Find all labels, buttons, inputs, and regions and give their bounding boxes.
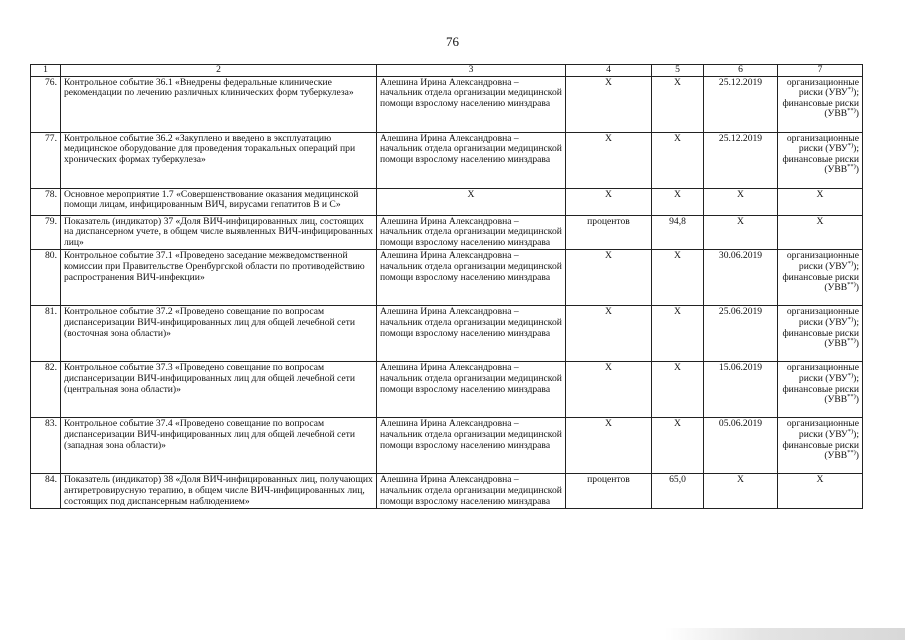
row-number: 79. xyxy=(31,215,61,250)
unit-cell: процентов xyxy=(566,474,652,509)
risk-text: ); финансовые риски (УВВ xyxy=(782,372,859,406)
date-cell: X xyxy=(704,188,778,215)
value-cell: X xyxy=(652,76,704,132)
risk-text: ); финансовые риски (УВВ xyxy=(782,87,859,120)
value-cell: X xyxy=(652,250,704,306)
value-cell: X xyxy=(652,418,704,474)
unit-cell: X xyxy=(566,188,652,215)
risk-cell xyxy=(778,362,863,418)
date-cell: 30.06.2019 xyxy=(704,250,778,306)
value-cell: 65,0 xyxy=(652,474,704,509)
event-name: Контрольное событие 37.1 «Проведено заседание межведомственной комиссии при Правительстве Оренбургской области по противодействию распространения ВИЧ-инфекции» xyxy=(61,250,377,306)
responsible-person: Алешина Ирина Александровна – начальник отдела организации медицинской помощи взрослому населению минздрава xyxy=(377,132,566,188)
unit-cell: X xyxy=(566,418,652,474)
responsible-person: Алешина Ирина Александровна – начальник отдела организации медицинской помощи взрослому населению минздрава xyxy=(377,418,566,474)
risk-text: организационные риски (УВУ xyxy=(786,250,859,272)
unit-cell: процентов xyxy=(566,215,652,250)
risk-text: ) xyxy=(855,164,859,176)
column-header: 2 xyxy=(61,65,377,77)
risk-text: организационные риски (УВУ xyxy=(786,306,859,328)
value-cell: X xyxy=(652,188,704,215)
risk-text: ) xyxy=(855,338,859,350)
events-table xyxy=(30,64,863,509)
table-row xyxy=(31,474,863,509)
risk-text: ) xyxy=(855,282,859,294)
value-cell: X xyxy=(652,362,704,418)
risk-cell xyxy=(778,250,863,306)
risk-cell: X xyxy=(778,215,863,250)
table-row xyxy=(31,306,863,362)
risk-text: организационные риски (УВУ xyxy=(786,76,859,99)
event-name: Контрольное событие 36.1 «Внедрены федеральные клинические рекомендации по лечению различных клинических форм туберкулеза» xyxy=(61,76,377,132)
risk-cell: X xyxy=(778,474,863,509)
risk-footnote-mark: **) xyxy=(847,163,856,171)
risk-text: ) xyxy=(855,450,859,462)
risk-text: ); финансовые риски (УВВ xyxy=(782,316,859,350)
responsible-person: Алешина Ирина Александровна – начальник отдела организации медицинской помощи взрослому населению минздрава xyxy=(377,215,566,250)
row-number: 83. xyxy=(31,418,61,474)
responsible-person: Алешина Ирина Александровна – начальник отдела организации медицинской помощи взрослому населению минздрава xyxy=(377,362,566,418)
column-header: 4 xyxy=(566,65,652,77)
column-header: 6 xyxy=(704,65,778,77)
date-cell: 15.06.2019 xyxy=(704,362,778,418)
unit-cell: X xyxy=(566,362,652,418)
risk-footnote-mark: **) xyxy=(847,336,856,344)
risk-footnote-mark: *) xyxy=(847,371,854,379)
column-header: 1 xyxy=(31,65,61,77)
risk-text: организационные риски (УВУ xyxy=(786,362,859,384)
row-number: 78. xyxy=(31,188,61,215)
date-cell: 25.12.2019 xyxy=(704,132,778,188)
event-name: Показатель (индикатор) 38 «Доля ВИЧ-инфицированных лиц, получающих антиретровирусную терапию, в общем числе ВИЧ-инфицированных лиц, состоящих под диспансерным наблюдением» xyxy=(61,474,377,509)
risk-footnote-mark: *) xyxy=(847,86,854,93)
table-row xyxy=(31,418,863,474)
date-cell: 25.06.2019 xyxy=(704,306,778,362)
risk-footnote-mark: *) xyxy=(847,142,854,149)
date-cell: 05.06.2019 xyxy=(704,418,778,474)
risk-text: ) xyxy=(855,394,859,406)
risk-text: ) xyxy=(855,108,859,120)
row-number: 76. xyxy=(31,76,61,132)
risk-footnote-mark: **) xyxy=(847,392,856,400)
table-row xyxy=(31,250,863,306)
row-number: 81. xyxy=(31,306,61,362)
row-number: 84. xyxy=(31,474,61,509)
risk-footnote-mark: *) xyxy=(847,259,854,267)
risk-text: ); финансовые риски (УВВ xyxy=(782,428,859,462)
row-number: 82. xyxy=(31,362,61,418)
responsible-person: Алешина Ирина Александровна – начальник отдела организации медицинской помощи взрослому населению минздрава xyxy=(377,474,566,509)
responsible-person: Алешина Ирина Александровна – начальник отдела организации медицинской помощи взрослому населению минздрава xyxy=(377,76,566,132)
unit-cell: X xyxy=(566,76,652,132)
table-row xyxy=(31,188,863,215)
value-cell: X xyxy=(652,132,704,188)
value-cell: 94,8 xyxy=(652,215,704,250)
risk-footnote-mark: *) xyxy=(847,427,854,435)
value-cell: X xyxy=(652,306,704,362)
risk-cell xyxy=(778,418,863,474)
responsible-person: Алешина Ирина Александровна – начальник отдела организации медицинской помощи взрослому населению минздрава xyxy=(377,306,566,362)
table-row xyxy=(31,362,863,418)
column-header: 5 xyxy=(652,65,704,77)
risk-text: ); финансовые риски (УВВ xyxy=(782,260,859,294)
event-name: Основное мероприятие 1.7 «Совершенствование оказания медицинской помощи лицам, инфицированным ВИЧ, вирусами гепатитов В и С» xyxy=(61,188,377,215)
date-cell: X xyxy=(704,215,778,250)
risk-cell xyxy=(778,132,863,188)
risk-cell xyxy=(778,76,863,132)
date-cell: X xyxy=(704,474,778,509)
responsible-person: Алешина Ирина Александровна – начальник отдела организации медицинской помощи взрослому населению минздрава xyxy=(377,250,566,306)
risk-cell xyxy=(778,306,863,362)
event-name: Контрольное событие 37.3 «Проведено совещание по вопросам диспансеризации ВИЧ-инфицированных лиц для общей лечебной сети (центральная зона области)» xyxy=(61,362,377,418)
table-row xyxy=(31,132,863,188)
risk-footnote-mark: *) xyxy=(847,315,854,323)
risk-footnote-mark: **) xyxy=(847,107,856,115)
risk-footnote-mark: **) xyxy=(847,280,856,288)
event-name: Контрольное событие 37.4 «Проведено совещание по вопросам диспансеризации ВИЧ-инфицированных лиц для общей лечебной сети (западная зона области)» xyxy=(61,418,377,474)
page-number: 76 xyxy=(446,34,459,49)
table-row xyxy=(31,215,863,250)
column-header: 7 xyxy=(778,65,863,77)
event-name: Показатель (индикатор) 37 «Доля ВИЧ-инфицированных лиц, состоящих на диспансерном учете, в общем числе выявленных ВИЧ-инфицированных лиц» xyxy=(61,215,377,250)
responsible-person: X xyxy=(377,188,566,215)
scan-shadow xyxy=(665,628,905,640)
unit-cell: X xyxy=(566,132,652,188)
event-name: Контрольное событие 36.2 «Закуплено и введено в эксплуатацию медицинское оборудование для проведения торакальных операций при хронических формах туберкулеза» xyxy=(61,132,377,188)
risk-text: организационные риски (УВУ xyxy=(786,418,859,440)
date-cell: 25.12.2019 xyxy=(704,76,778,132)
risk-cell: X xyxy=(778,188,863,215)
event-name: Контрольное событие 37.2 «Проведено совещание по вопросам диспансеризации ВИЧ-инфицированных лиц для общей лечебной сети (восточная зона области)» xyxy=(61,306,377,362)
unit-cell: X xyxy=(566,306,652,362)
table-row xyxy=(31,76,863,132)
unit-cell: X xyxy=(566,250,652,306)
column-header: 3 xyxy=(377,65,566,77)
row-number: 80. xyxy=(31,250,61,306)
risk-footnote-mark: **) xyxy=(847,448,856,456)
row-number: 77. xyxy=(31,132,61,188)
risk-text: организационные риски (УВУ xyxy=(786,132,859,155)
risk-text: ); финансовые риски (УВВ xyxy=(782,143,859,176)
header-row xyxy=(31,65,863,77)
